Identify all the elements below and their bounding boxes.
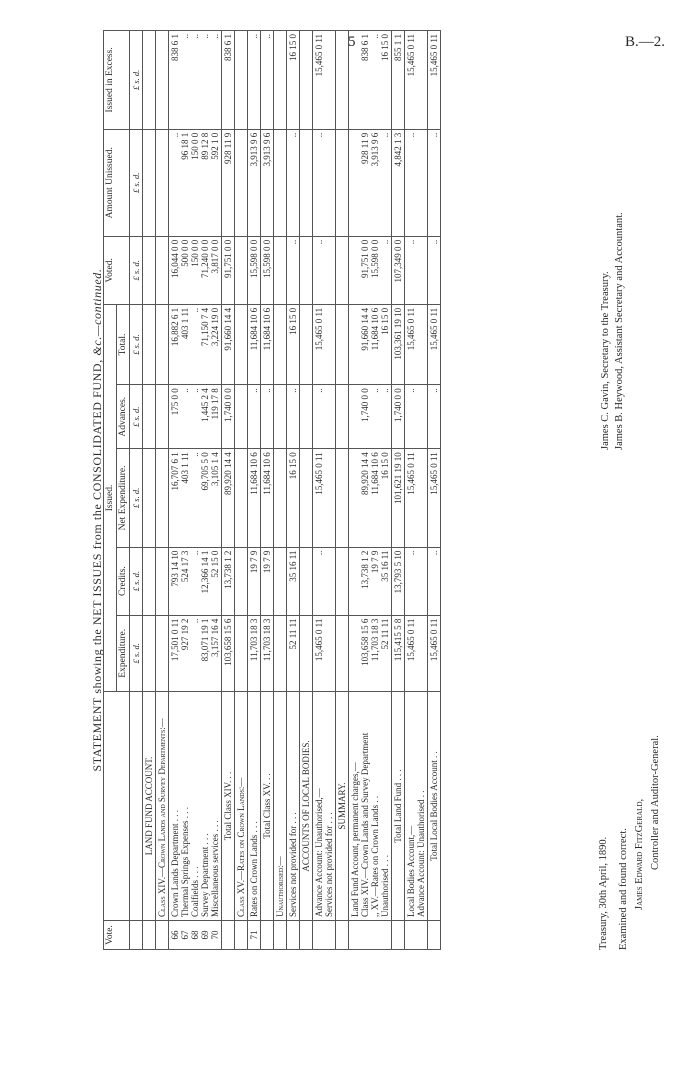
row-description: SUMMARY. [336,692,349,921]
unit-label: £ s. d. [130,615,143,691]
amount-cell: 11,703 18 3 [261,615,274,691]
amount-cell [235,129,248,236]
col-total: Total. [117,304,130,384]
amount-cell: 15,465 0 11 [428,304,441,384]
amount-cell [143,615,156,691]
amount-cell [156,547,169,615]
table-row [405,31,428,950]
row-description: Class XIV.—Crown Lands and Survey Departments:— [156,692,169,921]
amount-cell: 11,703 18 3 [248,615,261,691]
table-row [313,31,336,950]
amount-cell: 4,842 1 3 [392,129,405,236]
amount-cell [235,615,248,691]
title-continued: &c.—continued. [90,268,104,356]
amount-cell: 107,349 0 0 [392,236,405,304]
amount-cell [336,304,349,384]
row-description: Rates on Crown Lands . . . [248,692,261,921]
amount-cell: .. [287,385,300,449]
table-row [222,31,235,950]
page-number: 5 [348,34,356,50]
amount-cell [156,236,169,304]
amount-cell [274,385,287,449]
amount-cell: 855 1 1 [392,31,405,130]
amount-cell: .. [405,129,428,236]
row-description: Local Bodies Account,— Advance Account: Unauthorised . . [405,692,428,921]
col-vote: Vote. [104,921,130,950]
amount-cell: 103,361 19 10 [392,304,405,384]
amount-cell: .. [248,31,261,130]
amount-cell: 15,465 0 11 [405,615,428,691]
table-row [235,31,248,950]
amount-cell: 13,738 1 2 [222,547,235,615]
table-row [336,31,349,950]
col-excess: Issued in Excess. [104,31,130,130]
amount-cell: 91,751 0 0 [222,236,235,304]
col-voted: Voted. [104,236,130,304]
amount-cell: 3,913 9 6 [248,129,261,236]
vote-number [274,921,287,950]
amount-cell: 103,658 15 6 [222,615,235,691]
vote-number [287,921,300,950]
row-description: Total Class XV. . . [261,692,274,921]
amount-cell: 928 11 9 3,913 9 6 .. [349,129,392,236]
amount-cell [274,236,287,304]
amount-cell: 11,684 10 6 [248,304,261,384]
amount-cell [336,385,349,449]
amount-cell [336,449,349,547]
amount-cell: 16,882 6 1 403 1 11 .. 71,150 7 4 3,224 19 0 [169,304,222,384]
amount-cell: 15,465 0 11 [313,31,336,130]
footer-examined: Examined and found correct. [618,828,629,950]
amount-cell [235,449,248,547]
unit-label: £ s. d. [130,304,143,384]
col-expenditure: Expenditure. [117,615,130,691]
col-unissued: Amount Unissued. [104,129,130,236]
vote-number [313,921,336,950]
amount-cell [156,385,169,449]
row-description: Class XV.—Rates on Crown Lands:— [235,692,248,921]
amount-cell: .. [287,129,300,236]
amount-cell: 16,044 0 0 500 0 0 150 0 0 71,240 0 0 3,817 0 0 [169,236,222,304]
amount-cell: 16 15 0 [287,449,300,547]
table-row [274,31,287,950]
amount-cell: .. [428,385,441,449]
table-row [300,31,313,950]
amount-cell [156,31,169,130]
table-row [428,31,441,950]
amount-cell [336,615,349,691]
amount-cell: 35 16 11 [287,547,300,615]
amount-cell: 838 6 1 .. 16 15 0 [349,31,392,130]
row-description: Advance Account: Unauthorised,— Services not provided for . . . [313,692,336,921]
unit-label: £ s. d. [130,236,143,304]
vote-number [261,921,274,950]
amount-cell [235,385,248,449]
amount-cell [143,236,156,304]
amount-cell [156,449,169,547]
amount-cell: .. [287,236,300,304]
vote-number [336,921,349,950]
amount-cell: 793 14 10 524 17 3 .. 12,366 14 1 52 15 0 [169,547,222,615]
table-row [349,31,392,950]
unit-label: £ s. d. [130,449,143,547]
row-description: Total Land Fund . . . [392,692,405,921]
amount-cell: .. [261,385,274,449]
amount-cell [235,304,248,384]
row-description: ACCOUNTS OF LOCAL BODIES. [300,692,313,921]
amount-cell: .. [248,385,261,449]
amount-cell [300,304,313,384]
table-row [169,31,222,950]
amount-cell: 15,465 0 11 [313,615,336,691]
amount-cell [274,129,287,236]
row-description: Total Class XIV. . . [222,692,235,921]
amount-cell [143,547,156,615]
amount-cell [156,615,169,691]
amount-cell: 838 6 1 .. .. .. .. [169,31,222,130]
amount-cell: 89,920 14 4 11,684 10 6 16 15 0 [349,449,392,547]
row-description: Services not provided for . . . [287,692,300,921]
amount-cell [156,304,169,384]
vote-number: 66 67 68 69 70 [169,921,222,950]
col-issued: Issued. [104,304,117,691]
amount-cell: 89,920 14 4 [222,449,235,547]
amount-cell: 16 15 0 [287,31,300,130]
auditor-name: James Edward FitzGerald, [634,798,645,910]
amount-cell: 15,465 0 11 [428,615,441,691]
amount-cell [300,385,313,449]
amount-cell: 91,751 0 0 15,598 0 0 .. [349,236,392,304]
amount-cell: 52 11 11 [287,615,300,691]
amount-cell: 17,501 0 11 927 19 2 .. 83,071 19 1 3,157 16 4 [169,615,222,691]
vote-number: 71 [248,921,261,950]
amount-cell: .. [313,385,336,449]
amount-cell: 13,793 5 10 [392,547,405,615]
amount-cell [300,615,313,691]
amount-cell: 15,465 0 11 [428,31,441,130]
row-description: Total Local Bodies Account . . [428,692,441,921]
amount-cell: 115,415 5 8 [392,615,405,691]
amount-cell: .. [313,547,336,615]
amount-cell [156,129,169,236]
table-body [143,31,441,950]
amount-cell: 11,684 10 6 [248,449,261,547]
amount-cell: 3,913 9 6 [261,129,274,236]
table-row [261,31,274,950]
signature-accountant: James B. Heywood, Assistant Secretary and Accountant. [614,212,625,450]
amount-cell [300,236,313,304]
table-row [248,31,261,950]
amount-cell [143,31,156,130]
amount-cell [336,31,349,130]
amount-cell: 175 0 0 .. .. 1,445 2 4 119 17 8 [169,385,222,449]
amount-cell: 101,621 19 10 [392,449,405,547]
col-advances: Advances. [117,385,130,449]
auditor-title: Controller and Auditor-General. [650,735,661,870]
row-description: Unauthorised:— [274,692,287,921]
amount-cell: 15,465 0 11 [313,304,336,384]
amount-cell: 1,740 0 0 .. .. [349,385,392,449]
amount-cell: 1,740 0 0 [392,385,405,449]
amount-cell: .. [313,236,336,304]
vote-number [222,921,235,950]
table-row [143,31,156,950]
amount-cell [274,449,287,547]
amount-cell [336,547,349,615]
amount-cell [235,236,248,304]
title-main: STATEMENT showing the NET ISSUES from the CONSOLIDATED FUND, [90,355,104,772]
vote-number [405,921,428,950]
amount-cell [235,31,248,130]
vote-number [143,921,156,950]
amount-cell: 13,738 1 2 19 7 9 35 16 11 [349,547,392,615]
vote-number [235,921,248,950]
vote-number [392,921,405,950]
vote-number [156,921,169,950]
amount-cell [274,304,287,384]
amount-cell: .. [261,31,274,130]
unit-label: £ s. d. [130,547,143,615]
unit-label: £ s. d. [130,31,143,130]
amount-cell [143,129,156,236]
vote-number [300,921,313,950]
vote-number [428,921,441,950]
amount-cell [274,31,287,130]
amount-cell: 15,465 0 11 [405,449,428,547]
amount-cell: 15,465 0 11 [405,31,428,130]
amount-cell: .. [313,129,336,236]
statement-table [103,30,441,950]
amount-cell: 16 15 0 [287,304,300,384]
amount-cell: 91,660 14 4 [222,304,235,384]
amount-cell [143,304,156,384]
amount-cell [274,615,287,691]
amount-cell: 11,684 10 6 [261,304,274,384]
amount-cell: 91,660 14 4 11,684 10 6 16 15 0 [349,304,392,384]
amount-cell: 15,598 0 0 [261,236,274,304]
amount-cell [336,129,349,236]
amount-cell: .. [428,547,441,615]
amount-cell [336,236,349,304]
amount-cell [274,547,287,615]
col-net-expenditure: Net Expenditure. [117,449,130,547]
amount-cell [143,385,156,449]
amount-cell: .. 96 18 1 150 0 0 89 12 8 592 1 0 [169,129,222,236]
col-description [104,692,130,921]
amount-cell: .. [405,385,428,449]
table-row [156,31,169,950]
col-credits: Credits. [117,547,130,615]
amount-cell: 19 7 9 [248,547,261,615]
unit-label: £ s. d. [130,129,143,236]
amount-cell: 11,684 10 6 [261,449,274,547]
table-row [287,31,300,950]
amount-cell: 15,465 0 11 [428,449,441,547]
amount-cell [300,449,313,547]
amount-cell [143,449,156,547]
amount-cell [300,31,313,130]
row-description: Land Fund Account, permanent charges,— Class XIV.—Crown Lands and Survey Department ,, XV.—Rates on Crown Lands . . Unauthorised . . . [349,692,392,921]
amount-cell: 19 7 9 [261,547,274,615]
amount-cell: .. [428,129,441,236]
amount-cell: 103,658 15 6 11,703 18 3 52 11 11 [349,615,392,691]
row-description: Crown Lands Department . . . Thermal Springs Expenses . . . Coalfields . . . Survey Department . . . Miscellaneous services . . . [169,692,222,921]
amount-cell [235,547,248,615]
footer-date: Treasury, 30th April, 1890. [598,836,609,950]
amount-cell: .. [405,236,428,304]
amount-cell: 15,465 0 11 [313,449,336,547]
amount-cell: 15,465 0 11 [405,304,428,384]
amount-cell: 1,740 0 0 [222,385,235,449]
amount-cell: 928 11 9 [222,129,235,236]
amount-cell: 16,707 6 1 403 1 11 .. 69,705 5 0 3,105 1 4 [169,449,222,547]
amount-cell: .. [405,547,428,615]
signature-secretary: James C. Gavin, Secretary to the Treasury. [600,271,611,450]
amount-cell [300,129,313,236]
amount-cell: .. [428,236,441,304]
amount-cell: 15,598 0 0 [248,236,261,304]
vote-number [349,921,392,950]
amount-cell: 838 6 1 [222,31,235,130]
table-row [392,31,405,950]
section-code: B.—2. [625,34,666,50]
row-description: LAND FUND ACCOUNT. [143,692,156,921]
amount-cell [300,547,313,615]
unit-label: £ s. d. [130,385,143,449]
